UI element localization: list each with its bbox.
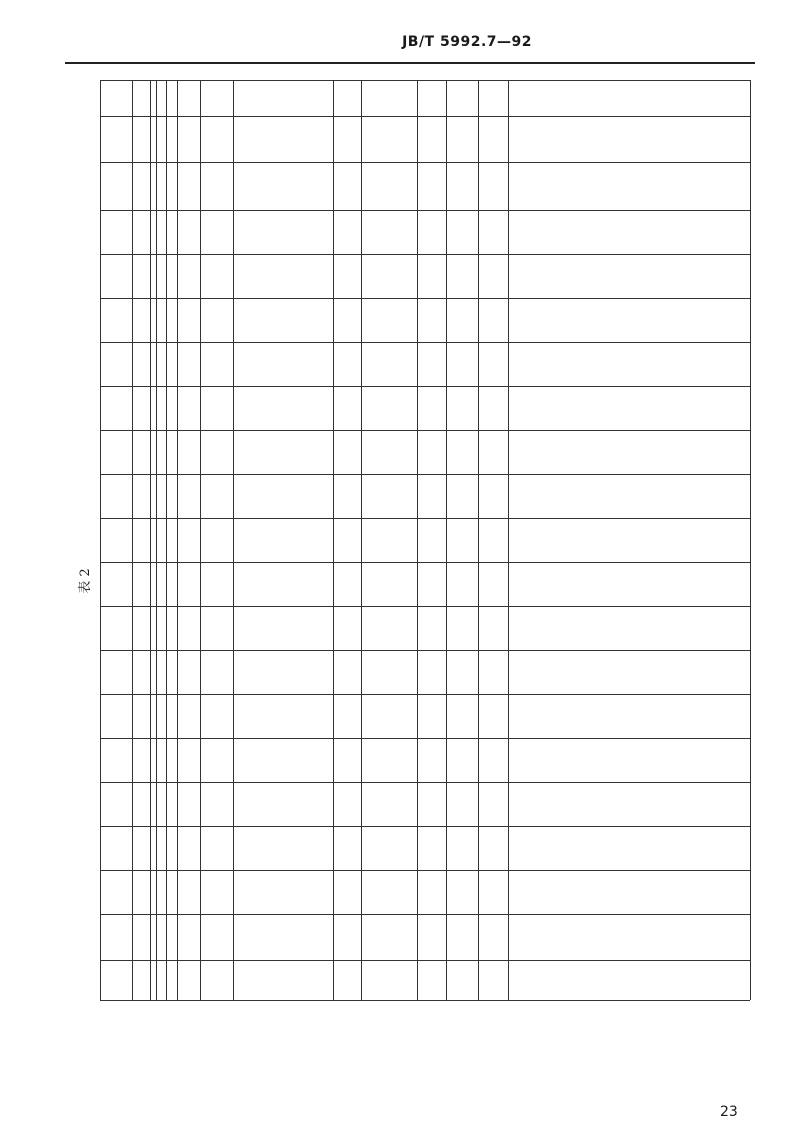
row-513-cell-45-text: [177, 518, 233, 562]
row-518-cell-05: [446, 870, 478, 914]
row-513-cell-30-text: [177, 650, 233, 694]
row-513-cell-25-text: [177, 694, 233, 738]
row-516-code: [361, 970, 417, 1000]
row-521-code: [478, 970, 508, 1000]
row-513-cell-70: [177, 298, 233, 342]
row-513-cell-40-text: [177, 562, 233, 606]
detail-code-15: [150, 782, 166, 826]
row-513-cell-45: [177, 518, 233, 562]
row-513-cell-25: [177, 694, 233, 738]
row-517-name-text: [417, 960, 446, 970]
detail-code-50-text: [150, 474, 166, 518]
row-521-name: [478, 960, 508, 970]
table-title: [72, 546, 100, 616]
row-513-cell-15: [177, 782, 233, 826]
row-516-name-text: [361, 960, 417, 970]
detail-code-80-text: [150, 210, 166, 254]
detail-code-75: [150, 254, 166, 298]
detail-code-01: [150, 914, 166, 960]
table-title-text: 表 2: [78, 568, 93, 594]
row-521-cell-15: [478, 782, 508, 826]
row-522-code: [508, 970, 650, 1000]
row-518-code: [446, 970, 478, 1000]
detail-code-40: [150, 562, 166, 606]
row-513-cell-20-text: [177, 738, 233, 782]
detail-code-60: [150, 386, 166, 430]
detail-code-40-text: [150, 562, 166, 606]
row-515-name-text: [333, 960, 361, 970]
detail-code-55: [150, 430, 166, 474]
detail-code-10-text: [150, 826, 166, 870]
row-513-cell-60-text: [177, 386, 233, 430]
row-513-cell-01-text: [177, 914, 233, 960]
classification-table: [100, 80, 750, 1000]
detail-code-35: [150, 606, 166, 650]
row-517-code-text: [417, 970, 446, 1000]
row-513-cell-50: [177, 474, 233, 518]
row-513-cell-20: [177, 738, 233, 782]
detail-code-99: [150, 116, 166, 162]
detail-code-65: [150, 342, 166, 386]
row-517-code: [417, 970, 446, 1000]
row-521-code-text: [478, 970, 508, 1000]
row-521-cell-15-text: [478, 782, 508, 826]
row-513-cell-05-text: [177, 870, 233, 914]
row-521-cell-20-text: [478, 738, 508, 782]
row-521-cell-10-text: [478, 826, 508, 870]
row-514-code-text: [233, 970, 333, 1000]
row-515-name: [333, 960, 361, 970]
detail-code-header-text: [100, 80, 150, 960]
row-521-cell-20: [478, 738, 508, 782]
detail-code-85: [150, 162, 166, 210]
row-513-cell-80-text: [177, 210, 233, 254]
row-514-name: [233, 960, 333, 970]
detail-code-15-text: [150, 782, 166, 826]
header-rule: [65, 62, 755, 64]
detail-code-99-text: [150, 116, 166, 162]
row-516-code-text: [361, 970, 417, 1000]
detail-code-45: [150, 518, 166, 562]
row-513-cell-15-text: [177, 782, 233, 826]
table-rule-vertical: [446, 80, 447, 1000]
table-rule-vertical: [750, 80, 751, 1000]
row-521-cell-01-text: [478, 914, 508, 960]
row-513-cell-05: [177, 870, 233, 914]
row-513-cell-60: [177, 386, 233, 430]
detail-code-85-text: [150, 162, 166, 210]
row-513-name: [177, 960, 233, 970]
row-518-name-text: [446, 960, 478, 970]
row-513-cell-30: [177, 650, 233, 694]
detail-code-20-text: [150, 738, 166, 782]
row-513-cell-75-text: [177, 254, 233, 298]
table-rule-horizontal: [100, 1000, 750, 1001]
row-513-cell-10-text: [177, 826, 233, 870]
detail-code-70: [150, 298, 166, 342]
row-522-name-text: [508, 960, 650, 970]
row-512-code: [156, 970, 177, 1000]
row-513-cell-01: [177, 914, 233, 960]
detail-code-45-text: [150, 518, 166, 562]
detail-code-05-text: [150, 870, 166, 914]
table-rule-vertical: [233, 80, 234, 1000]
row-513-cell-65-text: [177, 342, 233, 386]
row-512-code-text: [156, 970, 177, 1000]
detail-code-60-text: [150, 386, 166, 430]
row-521-cell-25: [478, 694, 508, 738]
row-513-cell-85: [177, 162, 233, 210]
row-513-cell-80: [177, 210, 233, 254]
row-513-name-text: [177, 960, 233, 970]
row-518-code-text: [446, 970, 478, 1000]
table-rule-vertical: [508, 80, 509, 1000]
row-512-name-text: [156, 960, 177, 970]
detail-code-10: [150, 826, 166, 870]
row-522-name: [508, 960, 650, 970]
row-513-cell-35: [177, 606, 233, 650]
row-521-cell-25-text: [478, 694, 508, 738]
row-513-cell-55: [177, 430, 233, 474]
detail-code-header: [100, 80, 150, 960]
corner-header: [100, 960, 150, 1000]
row-518-cell-05-text: [446, 870, 478, 914]
detail-code-30-text: [150, 650, 166, 694]
row-513-cell-35-text: [177, 606, 233, 650]
row-513-cell-10: [177, 826, 233, 870]
row-513-cell-85-text: [177, 162, 233, 210]
row-513-code-text: [177, 970, 233, 1000]
row-513-cell-70-text: [177, 298, 233, 342]
row-518-name: [446, 960, 478, 970]
row-521-cell-01: [478, 914, 508, 960]
table-rule-vertical: [333, 80, 334, 1000]
detail-code-55-text: [150, 430, 166, 474]
detail-code-25: [150, 694, 166, 738]
row-513-code: [177, 970, 233, 1000]
row-515-code-text: [333, 970, 361, 1000]
detail-code-20: [150, 738, 166, 782]
table-rule-vertical: [417, 80, 418, 1000]
row-518-cell-01: [446, 914, 478, 960]
detail-code-35-text: [150, 606, 166, 650]
detail-code-01-text: [150, 914, 166, 960]
row-515-code: [333, 970, 361, 1000]
detail-code-80: [150, 210, 166, 254]
row-521-name-text: [478, 960, 508, 970]
row-513-cell-55-text: [177, 430, 233, 474]
row-517-name: [417, 960, 446, 970]
detail-code-25-text: [150, 694, 166, 738]
row-518-cell-01-text: [446, 914, 478, 960]
page-number: 23: [720, 1104, 738, 1120]
detail-code-65-text: [150, 342, 166, 386]
standard-number: JB/T 5992.7—92: [402, 34, 532, 50]
corner-header-text: [100, 960, 150, 1000]
row-521-cell-10: [478, 826, 508, 870]
detail-code-70-text: [150, 298, 166, 342]
row-514-name-text: [233, 960, 333, 970]
row-513-cell-75: [177, 254, 233, 298]
detail-code-30: [150, 650, 166, 694]
row-513-cell-65: [177, 342, 233, 386]
row-522-code-text: [508, 970, 650, 1000]
table-rule-vertical: [361, 80, 362, 1000]
detail-code-75-text: [150, 254, 166, 298]
row-514-code: [233, 970, 333, 1000]
row-516-name: [361, 960, 417, 970]
row-512-name: [156, 960, 177, 970]
detail-code-50: [150, 474, 166, 518]
row-513-cell-50-text: [177, 474, 233, 518]
row-513-cell-40: [177, 562, 233, 606]
detail-code-05: [150, 870, 166, 914]
